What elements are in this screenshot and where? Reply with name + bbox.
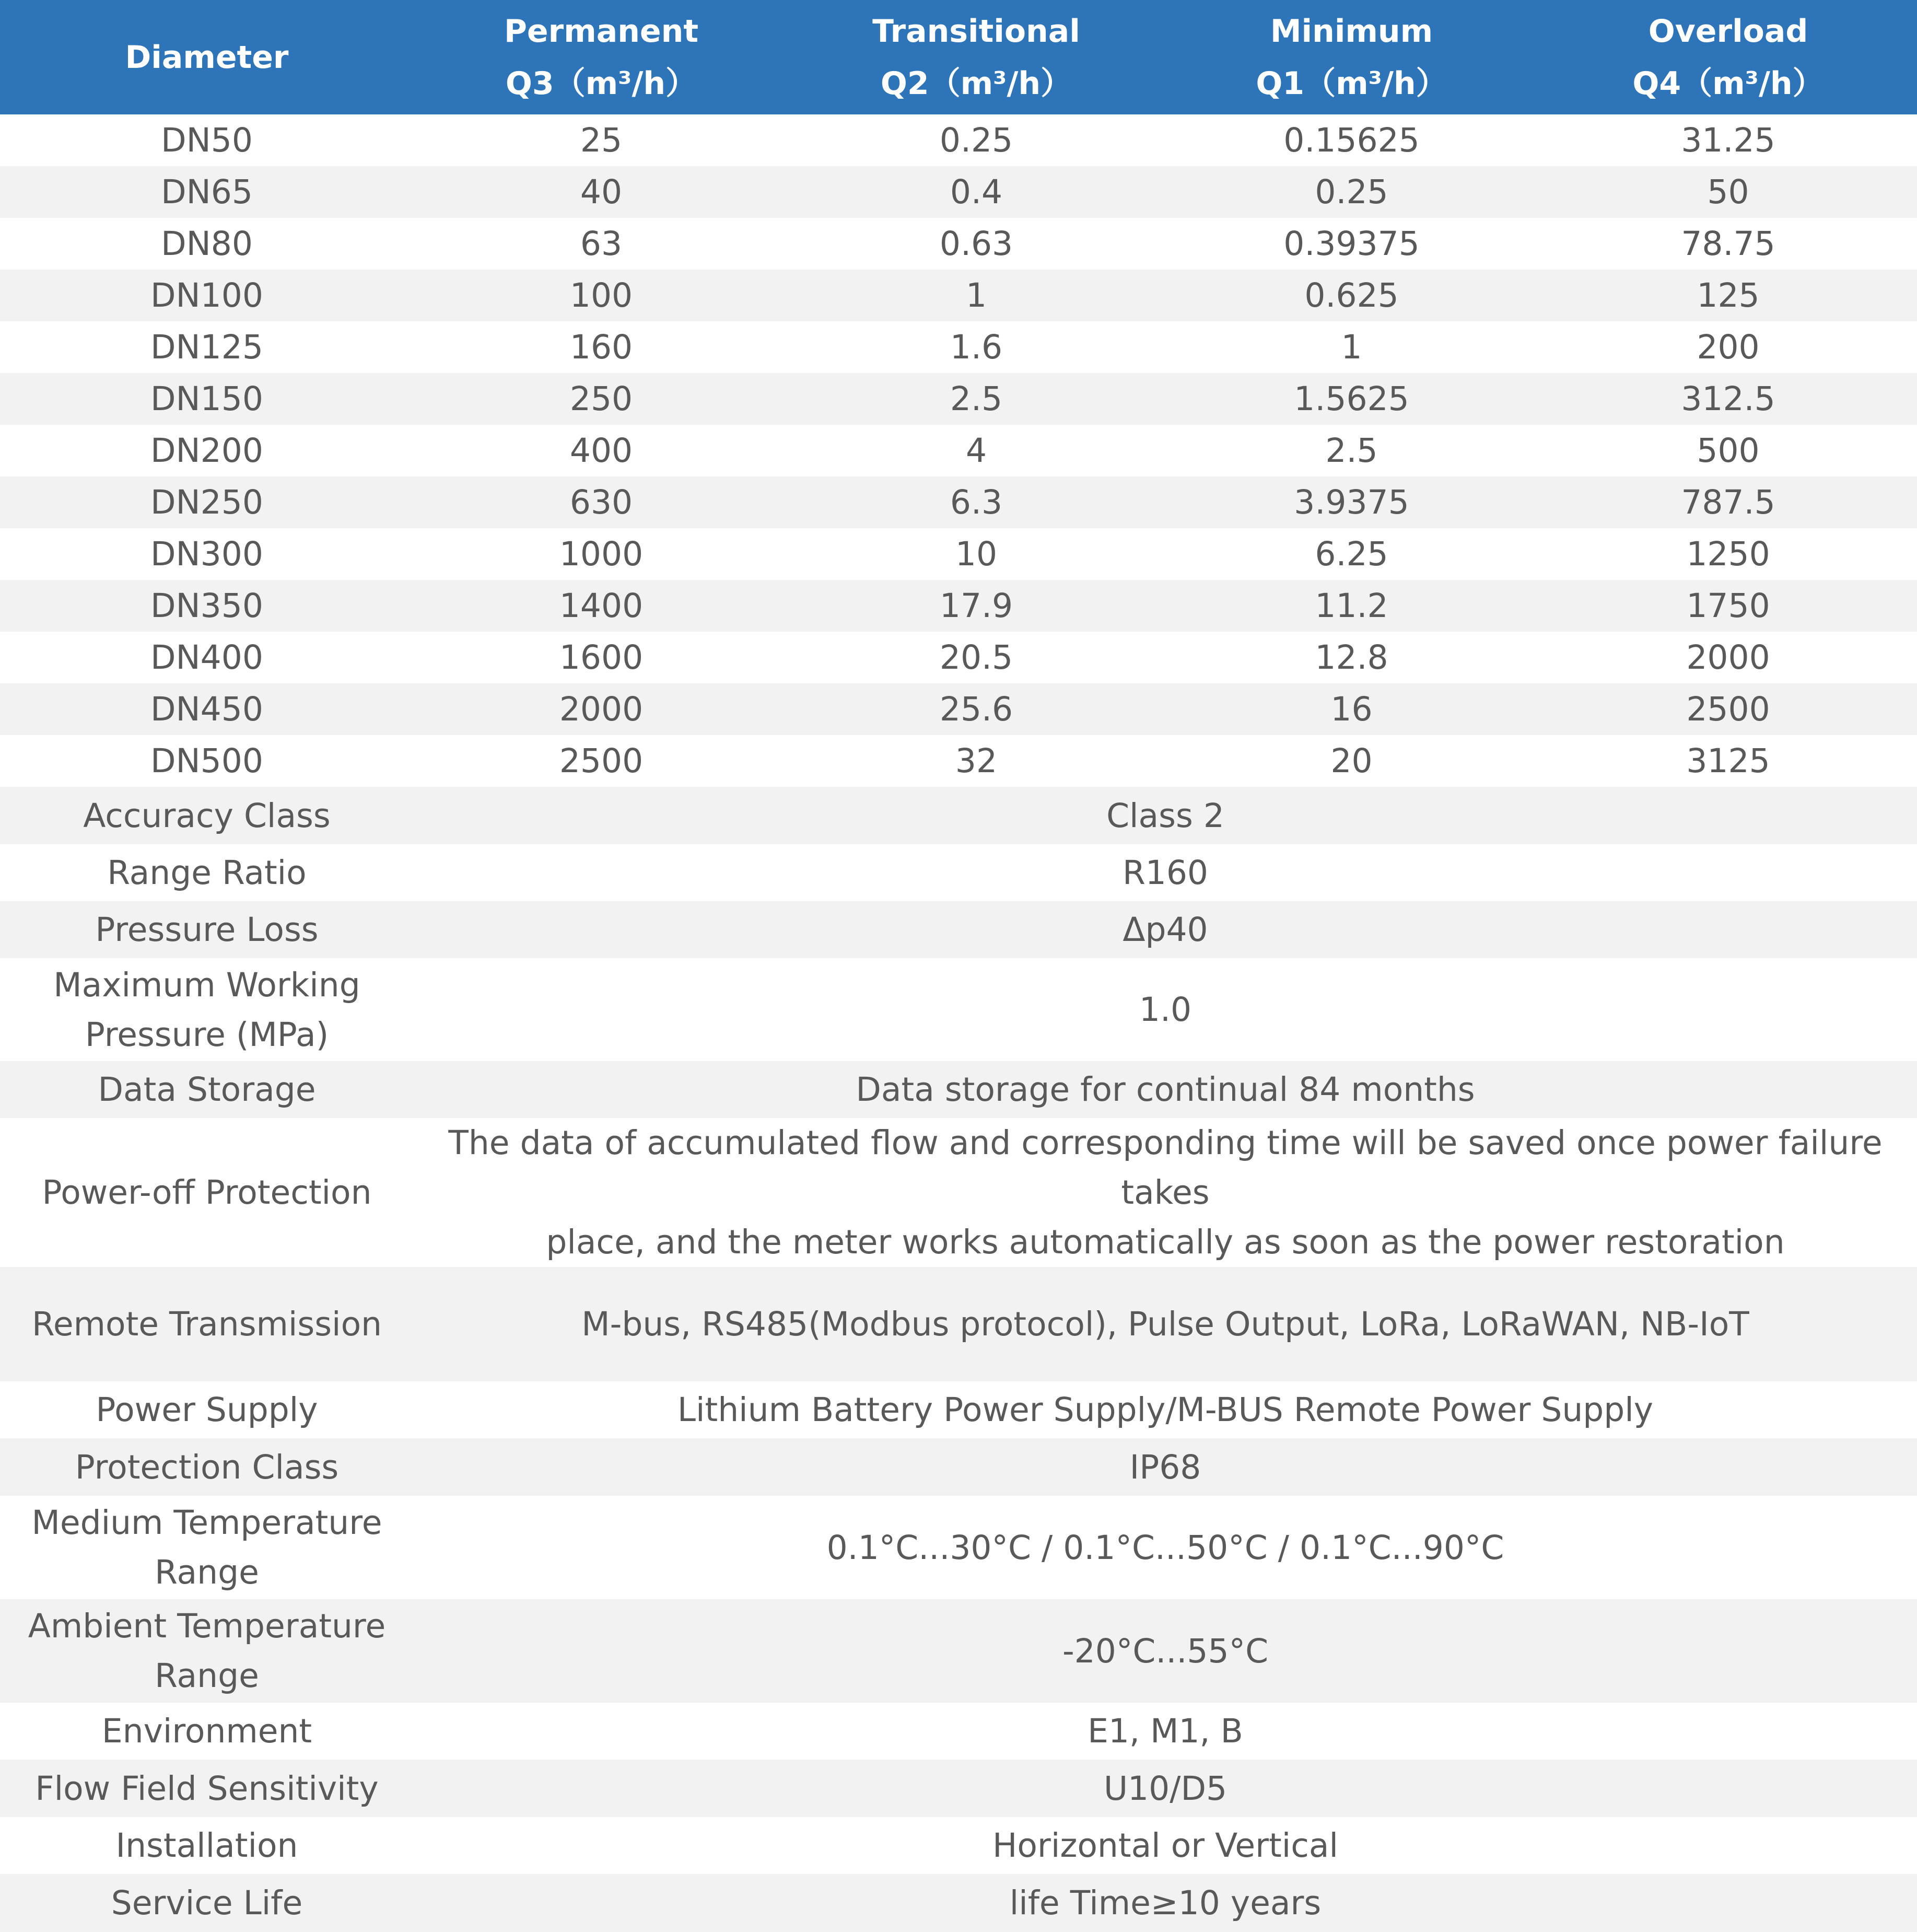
cell-q4: 50 bbox=[1539, 166, 1917, 218]
header-q2: Transitional Q2（m³/h） bbox=[789, 0, 1164, 114]
cell-q1: 3.9375 bbox=[1164, 476, 1539, 528]
spec-value: Horizontal or Vertical bbox=[992, 1826, 1338, 1865]
spec-label: Service Life bbox=[0, 1874, 414, 1932]
spec-value: 1.0 bbox=[1139, 991, 1192, 1029]
cell-dn: DN125 bbox=[150, 328, 263, 366]
cell-q2: 20.5 bbox=[939, 638, 1013, 677]
spec-row-protection-class bbox=[0, 1438, 1917, 1496]
flow-row-dn250 bbox=[0, 476, 1917, 528]
spec-row-medium-temperature bbox=[0, 1496, 1917, 1599]
label-line: Ambient Temperature bbox=[28, 1607, 386, 1645]
spec-label: Environment bbox=[101, 1712, 312, 1750]
spec-row-power-off-protection bbox=[0, 1118, 1917, 1267]
cell-q4: 31.25 bbox=[1681, 121, 1775, 159]
spec-row-data-storage bbox=[0, 1061, 1917, 1118]
cell-q4: 200 bbox=[1697, 328, 1760, 366]
cell-q3: 63 bbox=[580, 225, 623, 263]
cell-q2: 4 bbox=[965, 432, 987, 470]
cell-q3: 25 bbox=[580, 121, 623, 159]
spec-value: Class 2 bbox=[414, 787, 1917, 844]
flow-row-dn300 bbox=[0, 528, 1917, 580]
header-row bbox=[0, 0, 1917, 114]
cell-q3: 40 bbox=[414, 166, 789, 218]
cell-dn: DN450 bbox=[0, 683, 414, 735]
header-q1: Minimum Q1（m³/h） bbox=[1164, 0, 1539, 114]
flow-row-dn100 bbox=[0, 270, 1917, 321]
cell-dn: DN400 bbox=[150, 638, 263, 677]
header-q3: Permanent Q3（m³/h） bbox=[414, 0, 789, 114]
flow-row-dn65 bbox=[0, 166, 1917, 218]
cell-q4: 1750 bbox=[1539, 580, 1917, 632]
cell-dn: DN100 bbox=[0, 270, 414, 321]
spec-label: Installation bbox=[115, 1826, 298, 1865]
cell-q1: 1.5625 bbox=[1164, 373, 1539, 425]
spec-row-pressure-loss bbox=[0, 901, 1917, 958]
spec-label: Pressure Loss bbox=[0, 901, 414, 958]
cell-q4: 312.5 bbox=[1539, 373, 1917, 425]
cell-dn: DN350 bbox=[0, 580, 414, 632]
cell-q4: 78.75 bbox=[1681, 225, 1775, 263]
cell-q3: 1600 bbox=[559, 638, 644, 677]
spec-label bbox=[0, 1496, 414, 1599]
spec-row-range-ratio bbox=[0, 844, 1917, 901]
cell-q2: 6.3 bbox=[789, 476, 1164, 528]
flow-row-dn450 bbox=[0, 683, 1917, 735]
spec-value: life Time≥10 years bbox=[414, 1874, 1917, 1932]
cell-q4: 787.5 bbox=[1539, 476, 1917, 528]
spec-value: Data storage for continual 84 months bbox=[414, 1061, 1917, 1118]
header-diameter: Diameter bbox=[0, 0, 414, 114]
cell-q4: 1250 bbox=[1686, 535, 1770, 573]
spec-value: M-bus, RS485(Modbus protocol), Pulse Output, LoRa, LoRaWAN, NB-IoT bbox=[414, 1267, 1917, 1381]
cell-q4: 2500 bbox=[1539, 683, 1917, 735]
cell-q2: 10 bbox=[955, 535, 998, 573]
spec-value: Lithium Battery Power Supply/M-BUS Remote Power Supply bbox=[677, 1391, 1654, 1429]
cell-q3: 2500 bbox=[559, 742, 644, 780]
header-q4: Overload Q4（m³/h） bbox=[1539, 0, 1917, 114]
cell-dn: DN300 bbox=[150, 535, 263, 573]
cell-q1: 12.8 bbox=[1315, 638, 1388, 677]
label-line: Maximum Working bbox=[53, 965, 360, 1004]
cell-q1: 0.15625 bbox=[1283, 121, 1420, 159]
spec-label bbox=[0, 1599, 414, 1703]
cell-q3: 1400 bbox=[414, 580, 789, 632]
flow-row-dn50 bbox=[0, 114, 1917, 166]
cell-q2: 32 bbox=[955, 742, 998, 780]
cell-q1: 11.2 bbox=[1164, 580, 1539, 632]
spec-value: 0.1°C...30°C / 0.1°C...50°C / 0.1°C...90°C bbox=[826, 1528, 1504, 1567]
spec-value: IP68 bbox=[414, 1438, 1917, 1496]
flow-row-dn500 bbox=[0, 735, 1917, 787]
spec-label: Range Ratio bbox=[107, 854, 307, 892]
spec-value: U10/D5 bbox=[414, 1760, 1917, 1817]
spec-row-max-working-pressure bbox=[0, 958, 1917, 1061]
spec-value: Δp40 bbox=[414, 901, 1917, 958]
spec-row-flow-field-sensitivity bbox=[0, 1760, 1917, 1817]
flow-row-dn125 bbox=[0, 321, 1917, 373]
flow-row-dn350 bbox=[0, 580, 1917, 632]
spec-value: -20°C...55°C bbox=[414, 1599, 1917, 1703]
spec-label: Flow Field Sensitivity bbox=[0, 1760, 414, 1817]
spec-label: Remote Transmission bbox=[0, 1267, 414, 1381]
cell-q3: 2000 bbox=[414, 683, 789, 735]
spec-value bbox=[414, 1118, 1917, 1267]
spec-row-ambient-temperature bbox=[0, 1599, 1917, 1703]
table-header bbox=[0, 0, 1917, 114]
cell-q2: 1 bbox=[789, 270, 1164, 321]
label-line: Range bbox=[155, 1553, 259, 1591]
value-line: The data of accumulated flow and corresponding time will be saved once power failure takes bbox=[448, 1124, 1883, 1212]
cell-dn: DN200 bbox=[150, 432, 263, 470]
cell-q3: 400 bbox=[569, 432, 633, 470]
flow-row-dn150 bbox=[0, 373, 1917, 425]
cell-q1: 20 bbox=[1330, 742, 1373, 780]
flow-row-dn400 bbox=[0, 632, 1917, 683]
flow-row-dn80 bbox=[0, 218, 1917, 270]
cell-q4: 125 bbox=[1539, 270, 1917, 321]
cell-q4: 2000 bbox=[1686, 638, 1770, 677]
spec-label: Power Supply bbox=[96, 1391, 318, 1429]
cell-dn: DN250 bbox=[0, 476, 414, 528]
cell-q1: 0.25 bbox=[1164, 166, 1539, 218]
spec-value: R160 bbox=[1122, 854, 1209, 892]
cell-q4: 500 bbox=[1697, 432, 1760, 470]
spec-label: Data Storage bbox=[0, 1061, 414, 1118]
cell-q2: 0.25 bbox=[939, 121, 1013, 159]
spec-value: E1, M1, B bbox=[1088, 1712, 1243, 1750]
cell-q1: 6.25 bbox=[1315, 535, 1388, 573]
cell-q3: 160 bbox=[569, 328, 633, 366]
cell-q4: 3125 bbox=[1686, 742, 1770, 780]
cell-dn: DN80 bbox=[161, 225, 253, 263]
spec-label: Power-off Protection bbox=[42, 1173, 372, 1212]
label-line: Pressure (MPa) bbox=[85, 1015, 329, 1054]
cell-q2: 1.6 bbox=[950, 328, 1003, 366]
spec-row-power-supply bbox=[0, 1381, 1917, 1438]
cell-dn: DN65 bbox=[0, 166, 414, 218]
cell-q2: 17.9 bbox=[789, 580, 1164, 632]
cell-q3: 1000 bbox=[559, 535, 644, 573]
cell-dn: DN50 bbox=[161, 121, 253, 159]
cell-dn: DN150 bbox=[0, 373, 414, 425]
spec-row-remote-transmission bbox=[0, 1267, 1917, 1381]
spec-label: Protection Class bbox=[0, 1438, 414, 1496]
cell-q2: 0.63 bbox=[939, 225, 1013, 263]
spec-row-installation bbox=[0, 1817, 1917, 1874]
spec-row-environment bbox=[0, 1703, 1917, 1760]
spec-row-service-life bbox=[0, 1874, 1917, 1932]
label-line: Range bbox=[155, 1657, 259, 1695]
label-line: Medium Temperature bbox=[31, 1504, 382, 1542]
cell-q1: 0.39375 bbox=[1283, 225, 1420, 263]
cell-q1: 1 bbox=[1341, 328, 1362, 366]
cell-q1: 16 bbox=[1164, 683, 1539, 735]
table-body bbox=[0, 114, 1917, 1932]
spec-label: Accuracy Class bbox=[0, 787, 414, 844]
flow-row-dn200 bbox=[0, 425, 1917, 476]
spec-label bbox=[0, 958, 414, 1061]
cell-q2: 25.6 bbox=[789, 683, 1164, 735]
cell-q3: 250 bbox=[414, 373, 789, 425]
cell-q3: 100 bbox=[414, 270, 789, 321]
spec-row-accuracy-class bbox=[0, 787, 1917, 844]
cell-q2: 2.5 bbox=[789, 373, 1164, 425]
cell-q1: 2.5 bbox=[1325, 432, 1378, 470]
value-line: place, and the meter works automatically as soon as the power restoration bbox=[546, 1223, 1785, 1261]
cell-q2: 0.4 bbox=[789, 166, 1164, 218]
cell-dn: DN500 bbox=[150, 742, 263, 780]
cell-q1: 0.625 bbox=[1164, 270, 1539, 321]
cell-q3: 630 bbox=[414, 476, 789, 528]
